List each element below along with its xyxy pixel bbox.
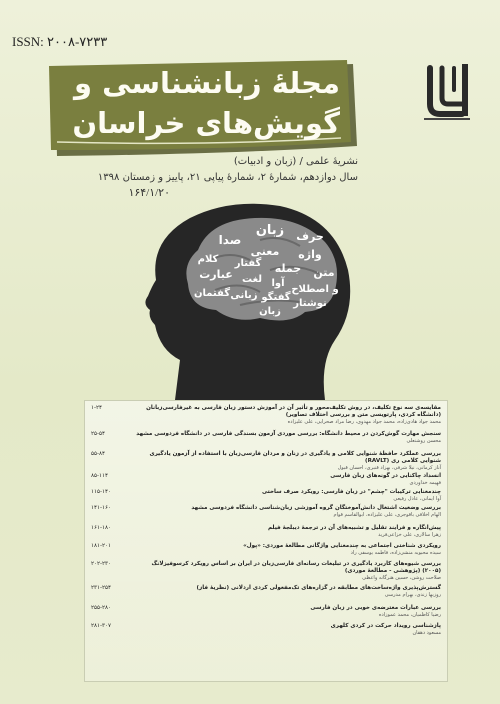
- toc-entry-pages: ۱۶۱-۱۸۰: [91, 525, 112, 531]
- toc-entry[interactable]: [91, 585, 441, 599]
- toc-entry-authors: آوا ایمانی، عادل رفیعی: [393, 496, 441, 502]
- journal-code: ۱۶۴/۱/۲۰: [128, 187, 170, 199]
- toc-entry-pages: ۸۵-۱۱۴: [91, 473, 109, 479]
- toc-entry-authors: الهام اخلاقی باقوجری، علی علیزاده، ابوالقاسم قوام: [333, 512, 441, 518]
- issn-label: ISSN: ۲۰۰۸-۷۲۳۳: [12, 34, 108, 49]
- toc-entry[interactable]: [91, 561, 441, 582]
- toc-entry[interactable]: [91, 525, 441, 539]
- toc-entry[interactable]: [91, 623, 441, 637]
- toc-entry[interactable]: [91, 431, 441, 445]
- brain-word-3: معنی: [250, 245, 280, 258]
- brain-word-14: زبانی: [230, 290, 258, 301]
- toc-entry-authors: رضیا کاظمیان، محمد عموزاده: [378, 612, 441, 618]
- toc-entry-pages: ۲۵-۵۴: [91, 431, 106, 437]
- toc-entry-authors: مسعود دهقان: [412, 630, 441, 636]
- journal-title-box: [35, 58, 360, 158]
- toc-entry-pages: ۲۵۵-۲۸۰: [91, 605, 112, 611]
- toc-entry-title: انسداد چاکنایی در گونه‌های زبان فارسی: [330, 473, 441, 479]
- brain-word-5: کلام: [197, 254, 219, 265]
- brain-word-17: زبان: [259, 306, 281, 317]
- toc-entry-authors: روزبها زندی، بهرام مدرسی: [384, 592, 441, 598]
- head-silhouette-icon: [120, 200, 360, 405]
- brain-word-6: گفتار: [234, 258, 262, 269]
- toc-entry-authors: آناز کرمانی، نیلا شرفی، بهزاد قنبری، احسان قبول: [337, 465, 441, 471]
- journal-subtitle: نشریۀ علمی / (زبان و ادبیات): [233, 156, 358, 167]
- brain-word-13: گفتمان: [193, 288, 231, 299]
- toc-entry-title: پیش‌انگاره و فرایند تقلیل و تشبیه‌های آن در ترجمۀ دیبلجۀ فیلم: [268, 525, 441, 531]
- toc-entry[interactable]: [91, 489, 441, 503]
- brain-word-15: گفتگو: [261, 292, 291, 303]
- toc-entry-pages: ۲۸۱-۳۰۷: [91, 623, 112, 629]
- toc-entry[interactable]: [91, 405, 441, 426]
- brain-word-12: و اصطلاح: [291, 284, 339, 295]
- brain-word-16: نوشتار: [293, 298, 327, 309]
- toc-entry[interactable]: [91, 473, 441, 487]
- brain-word-4: واژه: [298, 248, 322, 261]
- toc-entry-title: مقایسه‌ی سه نوع تکلیف، در روش تکلیف‌محور و تأثیر آن در آموزش دستور زبان فارسی به غیرفارسی‌زبانان (دانشگاه کردی، پارتویسی متن و بررسی اختلاف تصاویر): [146, 405, 441, 418]
- brain-word-0: زبان: [255, 223, 285, 238]
- university-logo-icon: [418, 60, 478, 124]
- brain-word-7: جمله: [274, 262, 302, 275]
- toc-entry-title: بررسی شیوه‌های کاربرد یادگیری در تبلیغات رسانه‌ای فارسی‌زبان در ایران بر اساس رویکرد کرسوفیزلانگ (۲۰۰۵) (پژوهشی - مطالعۀ موردی): [151, 561, 441, 574]
- toc-entry[interactable]: [91, 505, 441, 519]
- toc-entry-pages: ۲۳۱-۲۵۴: [91, 585, 112, 591]
- toc-entry[interactable]: [91, 451, 441, 472]
- journal-title-line1: مجلۀ زبانشناسی و: [74, 66, 340, 100]
- toc-entry-authors: محسن روشنعلی: [406, 438, 441, 444]
- toc-entry-title: گسترش‌پذیری واژه‌ساخت‌های مطابقه در گزاره‌های تک‌مفعولی کردی اردلانی (نظریۀ فاز): [196, 585, 441, 591]
- toc-entry-authors: زهرا سالاری، علی خزاعی‌فرید: [378, 532, 441, 538]
- toc-entry-authors: فهیمه خداوردی: [409, 480, 441, 486]
- brain-word-11: آوا: [271, 278, 285, 289]
- toc-entry-pages: ۱۸۱-۲۰۱: [91, 543, 112, 549]
- toc-entry-title: بررسی عبارات معترضه‌ی خوبی در زبان فارسی: [310, 605, 441, 611]
- toc-entry-title: بررسی وضعیت اشتغال دانش‌آموختگان گروه آموزشی زبان‌شناسی دانشگاه فردوسی مشهد: [191, 505, 441, 511]
- toc-entry-authors: سیده محبوبه منشی‌زاده، فاطمه یوسفی راد: [350, 550, 441, 556]
- toc-entry-authors: صلاحت روشن، حسین هنرگانه واعظی: [362, 575, 441, 581]
- toc-entry-title: سنجش مهارت گوش‌کردن در محیط دانشگاه: بررسی موردی آزمون بسندگی فارسی در دانشگاه فردوسی مشهد: [136, 431, 441, 437]
- brain-word-1: حرف: [296, 230, 324, 243]
- toc-entry-pages: ۵۵-۸۴: [91, 451, 106, 457]
- brain-word-2: صدا: [218, 233, 242, 247]
- brain-word-9: عبارت: [199, 268, 233, 281]
- journal-issue: سال دوازدهم، شمارۀ ۲، شمارۀ پیاپی ۲۱، پاییز و زمستان ۱۳۹۸: [97, 172, 358, 183]
- toc-entry-authors: محمد جواد هادی‌زاده، محمد جواد مهدوی، رضا مراد صحرایی، علی علیزاده: [287, 419, 441, 425]
- toc-entry-pages: ۲۰۲-۲۳۰: [91, 561, 112, 567]
- head-silhouette-illustration: [120, 200, 360, 405]
- toc-entry-pages: ۱۴۱-۱۶۰: [91, 505, 112, 511]
- toc-entry-pages: ۱-۲۴: [91, 405, 103, 411]
- toc-entry[interactable]: [91, 543, 441, 557]
- brain-word-8: متن: [313, 266, 335, 279]
- toc-entry-pages: ۱۱۵-۱۴۰: [91, 489, 112, 495]
- university-logo: [418, 60, 478, 124]
- toc-entry-title: رویکردی شناختی اجتماعی به چندمعنایی واژگانی مطالعۀ موردی: «پول»: [243, 543, 441, 549]
- toc-entry[interactable]: [91, 605, 441, 619]
- brain-word-10: لغت: [242, 274, 262, 285]
- table-of-contents: [84, 400, 448, 682]
- toc-entry-title: بررسی عملکرد حافظۀ شنوایی کلامی و یادگیری در زنان و مردان فارسی‌زبان با استفاده از آزمون یادگیری شنوایی کلامی ری (RAVLT): [149, 451, 441, 464]
- journal-title-line2: گویش‌های خراسان: [72, 106, 340, 140]
- toc-entry-title: پازشناسی رویداد حرکت در کردی کلهری: [330, 623, 441, 629]
- toc-entry-title: چندمعنایی ترکیبات "چشم" در زبان فارسی: رویکرد صرف ساختی: [262, 489, 441, 495]
